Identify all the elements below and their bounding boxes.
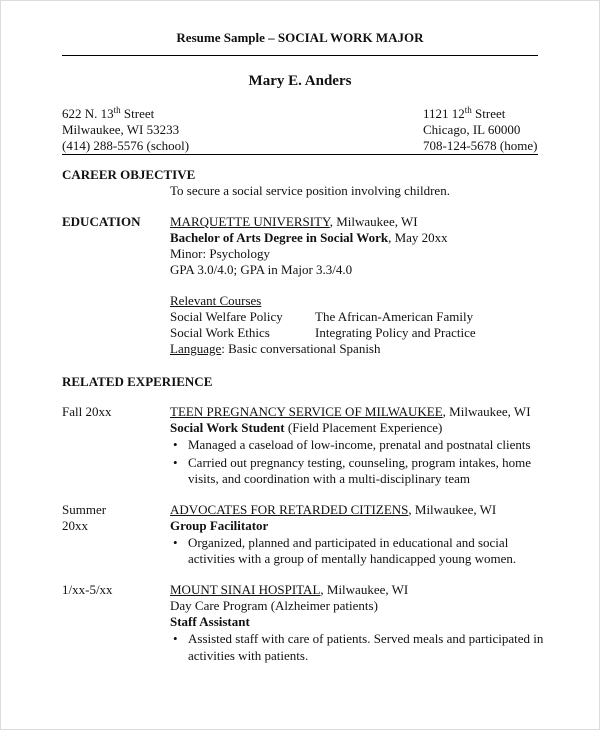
left-phone: (414) 288-5576 (school) xyxy=(62,138,190,153)
courses-heading: Relevant Courses xyxy=(170,293,262,308)
course-item: Social Welfare Policy xyxy=(170,309,283,324)
school-name: MARQUETTE UNIVERSITY xyxy=(170,214,330,229)
language-line: Language: Basic conversational Spanish xyxy=(170,341,381,356)
job-bullet-continued: activities with patients. xyxy=(188,648,309,663)
job-title: Staff Assistant xyxy=(170,614,250,629)
job-org-line: TEEN PREGNANCY SERVICE OF MILWAUKEE, Milwaukee, WI xyxy=(170,404,531,419)
job-program: Day Care Program (Alzheimer patients) xyxy=(170,598,378,613)
objective-text: To secure a social service position involving children. xyxy=(170,183,450,198)
job-bullet-continued: activities with a group of mentally handicapped young women. xyxy=(188,551,517,566)
job-org-line: ADVOCATES FOR RETARDED CITIZENS, Milwaukee, WI xyxy=(170,502,497,517)
degree-name: Bachelor of Arts Degree in Social Work xyxy=(170,230,389,245)
job-date: 1/xx-5/xx xyxy=(62,582,113,597)
job-bullet: • Carried out pregnancy testing, counseling, program intakes, home xyxy=(170,455,531,471)
job-org-line: MOUNT SINAI HOSPITAL, Milwaukee, WI xyxy=(170,582,409,597)
job-bullet-continued: visits, and coordination with a multi-disciplinary team xyxy=(188,471,470,486)
job-org: ADVOCATES FOR RETARDED CITIZENS xyxy=(170,502,409,517)
course-item: The African-American Family xyxy=(315,309,474,324)
address-rule xyxy=(62,154,538,155)
job-org: TEEN PREGNANCY SERVICE OF MILWAUKEE xyxy=(170,404,443,419)
course-item: Integrating Policy and Practice xyxy=(315,325,476,340)
job-title-line: Social Work Student (Field Placement Experience) xyxy=(170,420,443,435)
job-title: Group Facilitator xyxy=(170,518,269,533)
job-date: Summer xyxy=(62,502,107,517)
experience-heading: RELATED EXPERIENCE xyxy=(62,374,213,389)
right-city: Chicago, IL 60000 xyxy=(423,122,521,137)
right-street: 1121 12th Street xyxy=(423,105,506,121)
course-item: Social Work Ethics xyxy=(170,325,270,340)
left-city: Milwaukee, WI 53233 xyxy=(62,122,180,137)
language-label: Language xyxy=(170,341,222,356)
gpa: GPA 3.0/4.0; GPA in Major 3.3/4.0 xyxy=(170,262,353,277)
job-bullet: • Assisted staff with care of patients. Served meals and participated in xyxy=(170,631,543,647)
job-date: Fall 20xx xyxy=(62,404,112,419)
school-line: MARQUETTE UNIVERSITY, Milwaukee, WI xyxy=(170,214,418,229)
header-rule xyxy=(62,55,538,56)
education-heading: EDUCATION xyxy=(62,214,141,229)
document-title: Resume Sample – SOCIAL WORK MAJOR xyxy=(176,30,424,45)
applicant-name: Mary E. Anders xyxy=(248,73,352,89)
job-bullet: • Managed a caseload of low-income, prenatal and postnatal clients xyxy=(170,437,531,453)
degree-line: Bachelor of Arts Degree in Social Work, May 20xx xyxy=(170,230,448,245)
objective-heading: CAREER OBJECTIVE xyxy=(62,167,196,182)
job-date: 20xx xyxy=(62,518,88,533)
job-title: Social Work Student xyxy=(170,420,285,435)
right-phone: 708-124-5678 (home) xyxy=(423,138,538,153)
job-bullet: • Organized, planned and participated in educational and social xyxy=(170,535,508,551)
job-org: MOUNT SINAI HOSPITAL xyxy=(170,582,321,597)
left-street: 622 N. 13th Street xyxy=(62,105,155,121)
minor: Minor: Psychology xyxy=(170,246,271,261)
